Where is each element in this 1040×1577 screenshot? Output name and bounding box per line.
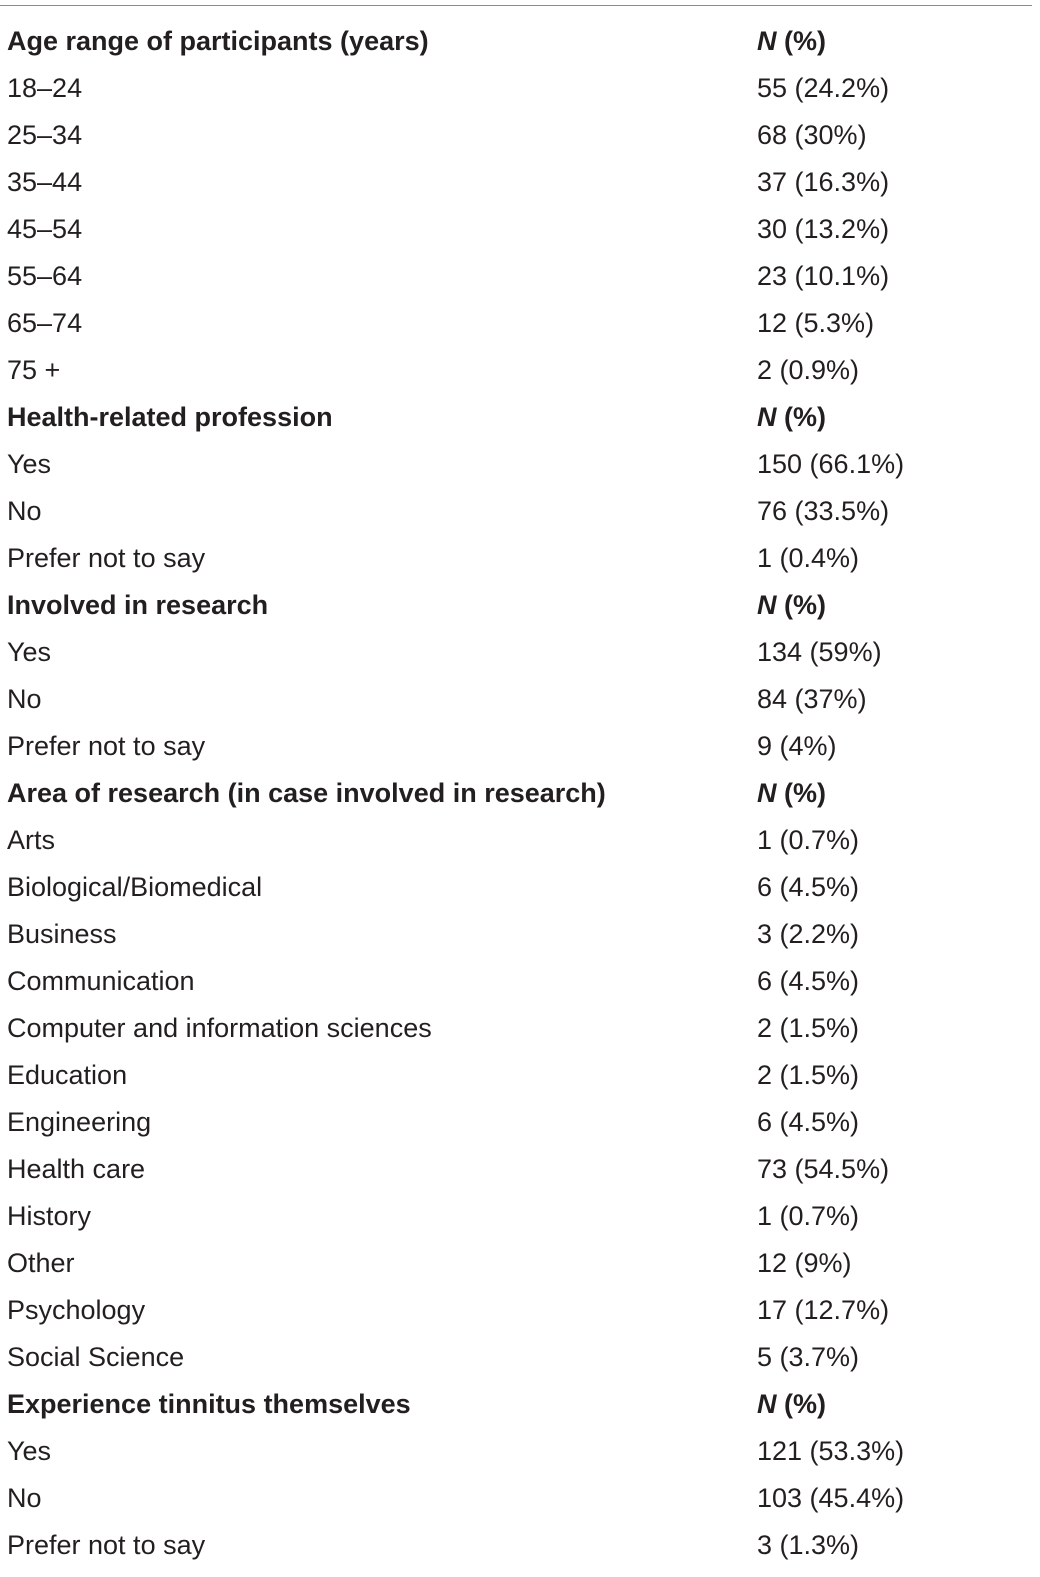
column-header-n-percent: [757, 1381, 826, 1428]
row-label: 25–34: [7, 120, 83, 150]
row-label: History: [7, 1201, 92, 1231]
row-value: 6 (4.5%): [757, 872, 860, 902]
row-label: 45–54: [7, 214, 83, 244]
table-row: [0, 1334, 1040, 1381]
row-label: 18–24: [7, 73, 83, 103]
table-row: [0, 1099, 1040, 1146]
row-value: 2 (1.5%): [757, 1060, 860, 1090]
row-value: 3 (1.3%): [757, 1530, 860, 1560]
table-row: [0, 817, 1040, 864]
section-title: Experience tinnitus themselves: [7, 1389, 411, 1419]
table-row: [0, 1287, 1040, 1334]
section-header-row: [0, 1381, 1040, 1428]
table-row: [0, 206, 1040, 253]
row-label: Biological/Biomedical: [7, 872, 263, 902]
table-row: [0, 1240, 1040, 1287]
column-header-n-percent: [757, 770, 826, 817]
row-value: 2 (0.9%): [757, 355, 860, 385]
row-label: Health care: [7, 1154, 146, 1184]
row-label: Computer and information sciences: [7, 1013, 432, 1043]
section-header-row: [0, 582, 1040, 629]
row-label: Prefer not to say: [7, 731, 206, 761]
row-label: Yes: [7, 449, 52, 479]
table-row: [0, 488, 1040, 535]
column-header-percent: (%): [776, 590, 826, 620]
row-value: 23 (10.1%): [757, 261, 890, 291]
row-label: No: [7, 1483, 42, 1513]
table-row: [0, 1428, 1040, 1475]
section-title: Health-related profession: [7, 402, 333, 432]
table-row: [0, 65, 1040, 112]
row-value: 1 (0.7%): [757, 1201, 860, 1231]
row-label: Communication: [7, 966, 195, 996]
table-row: [0, 1522, 1040, 1569]
row-label: Education: [7, 1060, 128, 1090]
table-row: [0, 1005, 1040, 1052]
column-header-n: N: [757, 26, 777, 56]
column-header-n: N: [757, 590, 777, 620]
row-label: 35–44: [7, 167, 83, 197]
row-value: 6 (4.5%): [757, 1107, 860, 1137]
row-value: 6 (4.5%): [757, 966, 860, 996]
table-row: [0, 253, 1040, 300]
row-label: Arts: [7, 825, 56, 855]
row-value: 37 (16.3%): [757, 167, 890, 197]
table-row: [0, 347, 1040, 394]
row-value: 68 (30%): [757, 120, 867, 150]
table-row: [0, 911, 1040, 958]
row-label: Prefer not to say: [7, 1530, 206, 1560]
column-header-n-percent: [757, 18, 826, 65]
row-value: 134 (59%): [757, 637, 882, 667]
row-value: 1 (0.4%): [757, 543, 860, 573]
column-header-n: N: [757, 778, 777, 808]
section-title: Involved in research: [7, 590, 269, 620]
row-label: 75 +: [7, 355, 61, 385]
row-value: 9 (4%): [757, 731, 837, 761]
row-label: 55–64: [7, 261, 83, 291]
row-value: 84 (37%): [757, 684, 867, 714]
table-row: [0, 159, 1040, 206]
column-header-percent: (%): [776, 1389, 826, 1419]
row-value: 30 (13.2%): [757, 214, 890, 244]
table-row: [0, 1475, 1040, 1522]
table-row: [0, 864, 1040, 911]
row-value: 3 (2.2%): [757, 919, 860, 949]
row-value: 5 (3.7%): [757, 1342, 860, 1372]
row-label: Psychology: [7, 1295, 146, 1325]
table-row: [0, 1193, 1040, 1240]
row-label: Social Science: [7, 1342, 185, 1372]
row-label: Engineering: [7, 1107, 152, 1137]
column-header-percent: (%): [776, 402, 826, 432]
table-row: [0, 629, 1040, 676]
demographics-table: [0, 18, 1040, 1569]
row-label: No: [7, 496, 42, 526]
table-row: [0, 535, 1040, 582]
column-header-n-percent: [757, 394, 826, 441]
row-value: 2 (1.5%): [757, 1013, 860, 1043]
row-value: 121 (53.3%): [757, 1436, 905, 1466]
column-header-percent: (%): [776, 26, 826, 56]
row-value: 76 (33.5%): [757, 496, 890, 526]
row-label: Prefer not to say: [7, 543, 206, 573]
table-row: [0, 723, 1040, 770]
table-row: [0, 1146, 1040, 1193]
row-label: Business: [7, 919, 117, 949]
column-header-percent: (%): [776, 778, 826, 808]
row-value: 1 (0.7%): [757, 825, 860, 855]
row-value: 17 (12.7%): [757, 1295, 890, 1325]
table-row: [0, 1052, 1040, 1099]
section-title: Area of research (in case involved in research): [7, 778, 606, 808]
row-value: 150 (66.1%): [757, 449, 905, 479]
column-header-n: N: [757, 1389, 777, 1419]
table-row: [0, 300, 1040, 347]
table-row: [0, 112, 1040, 159]
row-label: Other: [7, 1248, 75, 1278]
table-top-rule: [0, 5, 1032, 6]
row-label: Yes: [7, 637, 52, 667]
section-header-row: [0, 18, 1040, 65]
row-value: 103 (45.4%): [757, 1483, 905, 1513]
row-label: 65–74: [7, 308, 83, 338]
row-label: No: [7, 684, 42, 714]
column-header-n-percent: [757, 582, 826, 629]
row-label: Yes: [7, 1436, 52, 1466]
table-row: [0, 441, 1040, 488]
table-row: [0, 958, 1040, 1005]
section-header-row: [0, 394, 1040, 441]
row-value: 12 (5.3%): [757, 308, 875, 338]
table-row: [0, 676, 1040, 723]
section-title: Age range of participants (years): [7, 26, 429, 56]
row-value: 73 (54.5%): [757, 1154, 890, 1184]
row-value: 55 (24.2%): [757, 73, 890, 103]
section-header-row: [0, 770, 1040, 817]
row-value: 12 (9%): [757, 1248, 852, 1278]
column-header-n: N: [757, 402, 777, 432]
